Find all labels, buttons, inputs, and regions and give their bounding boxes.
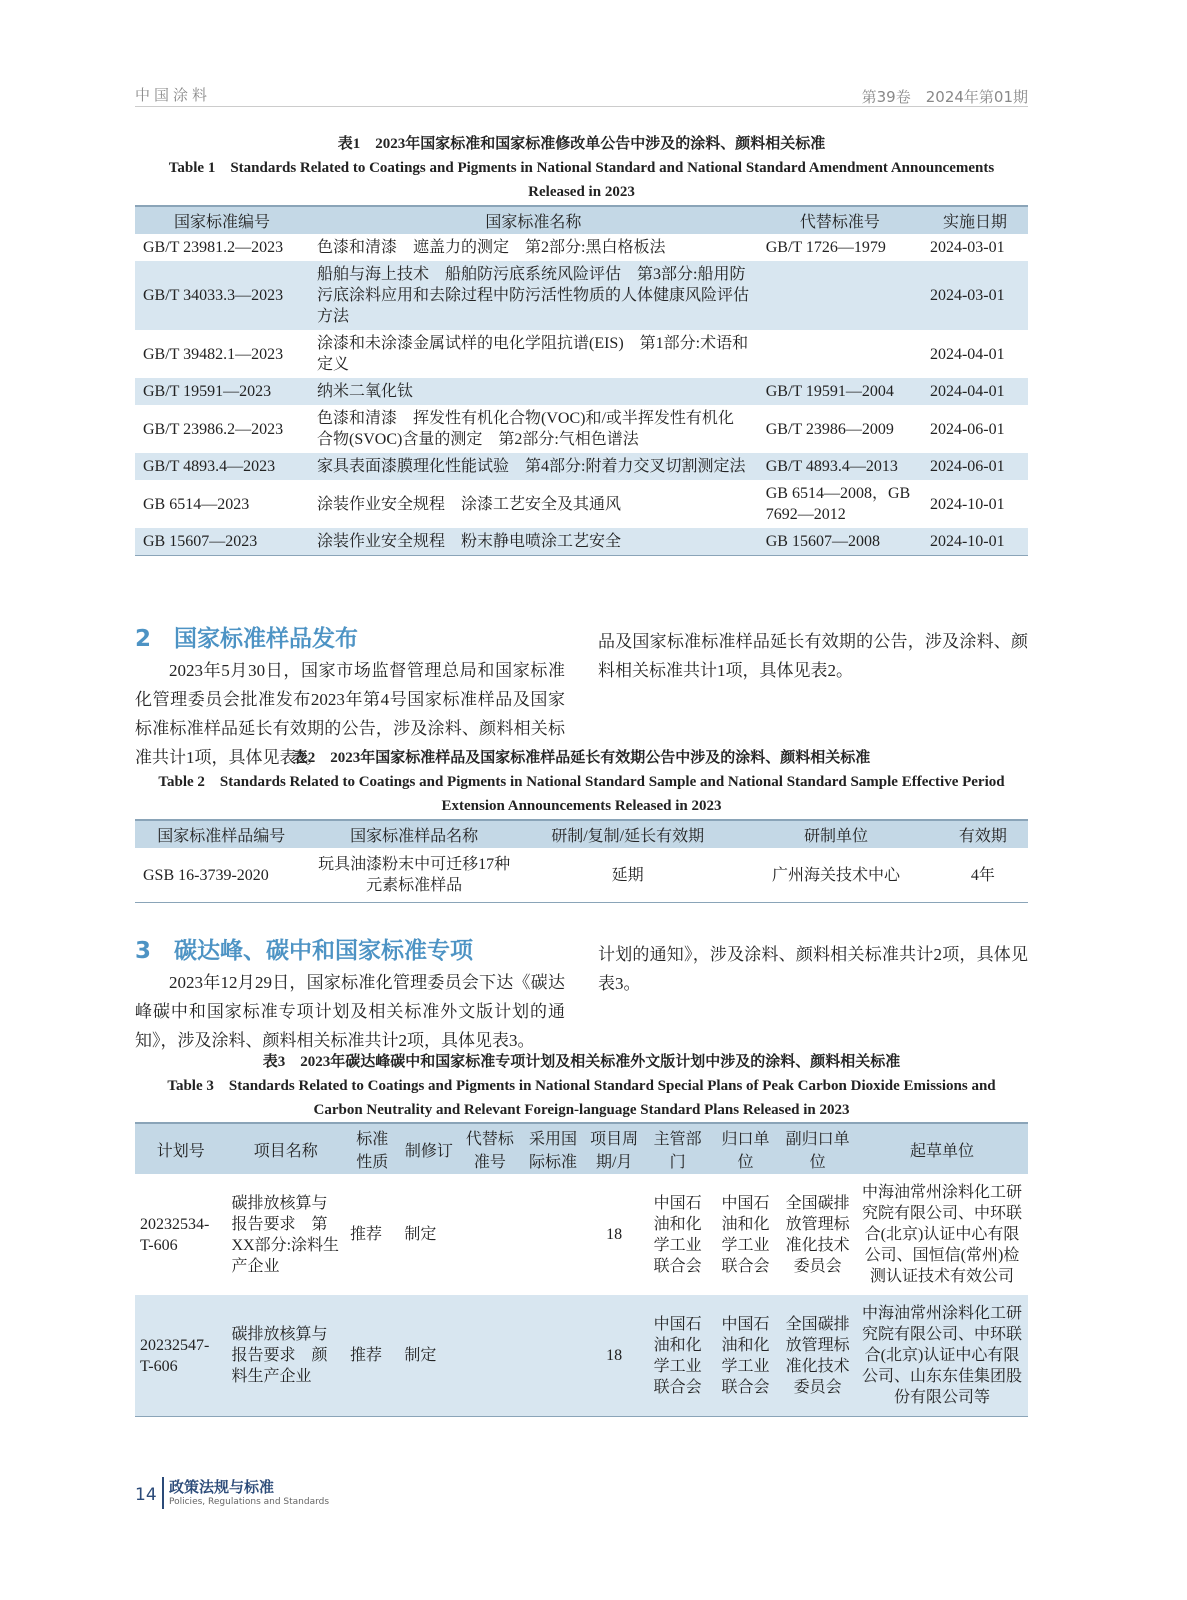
table-cell: GB/T 4893.4—2013 [758,453,922,480]
table-cell: 色漆和清漆 挥发性有机化合物(VOC)和/或半挥发性有机化合物(SVOC)含量的测定 第2部分:气相色谱法 [317,410,734,448]
table3 [135,1122,1028,1417]
table-cell: 制定 [404,1226,437,1243]
section3-text-left: 2023年12月29日，国家标准化管理委员会下达《碳达峰碳中和国家标准专项计划及相关标准外文版计划的通知》，涉及涂料、颜料相关标准共计2项，具体见表3。 [135,973,565,1050]
table-cell: 中国石油和化学工业联合会 [644,1295,712,1417]
table-cell: 2024-10-01 [922,528,1028,556]
footer-divider [162,1477,164,1509]
table-row [135,480,1028,528]
table-cell: 2024-06-01 [929,420,1005,438]
table-cell: 纳米二氧化钛 [309,378,758,405]
table-cell: 20232534-T-606 [140,1215,210,1254]
table3-title-en: Table 3 Standards Related to Coatings and Pigments in National Standard Special Plans of Peak Carbon Dioxide Emissions and Carbon Neutrality and Relevant Foreign-language Standard Plans Released in 2023 [167,1078,996,1118]
table-cell: GB/T 23986.2—2023 [143,420,284,438]
column-header: 项目名称 [226,1123,344,1174]
table-cell: 中国石油和化学工业联合会 [721,1194,770,1275]
table-row [135,1174,1028,1295]
issue-info: 第39卷 2024年第01期 [861,88,1028,106]
table-cell: GB 15607—2023 [135,528,309,556]
section3-text-right: 计划的通知》，涉及涂料、颜料相关标准共计2项，具体见表3。 [598,945,1028,993]
table-cell: 推荐 [345,1295,399,1417]
table-cell: 涂装作业安全规程 粉末静电喷涂工艺安全 [309,528,758,556]
table-cell: 色漆和清漆 遮盖力的测定 第2部分:黑白格板法 [317,239,666,256]
table-cell: GB/T 23981.2—2023 [143,239,284,256]
column-header: 归口单位 [712,1123,780,1174]
table-row [135,330,1028,378]
table-cell: GB/T 19591—2023 [135,378,309,405]
table-cell: 18 [606,1226,623,1243]
table-cell: 全国碳排放管理标准化技术委员会 [785,1194,850,1275]
column-header: 副归口单位 [779,1123,856,1174]
column-header: 研制/复制/延长有效期 [521,820,734,848]
table-cell: 碳排放核算与报告要求 第XX部分:涂料生产企业 [231,1194,340,1275]
table-cell: GB/T 1726—1979 [765,239,886,256]
table-cell: 2024-04-01 [929,345,1005,363]
table-cell: 中海油常州涂料化工研究院有限公司、中环联合(北京)认证中心有限公司、山东东佳集团股份有限公司等 [856,1295,1028,1417]
column-header: 计划号 [135,1123,226,1174]
column-header: 项目周期/月 [585,1123,644,1174]
table-cell: 20232547-T-606 [135,1295,226,1417]
section2-text-left: 2023年5月30日，国家市场监督管理总局和国家标准化管理委员会批准发布2023年第4号国家标准样品及国家标准标准样品延长有效期的公告，涉及涂料、颜料相关标准共计1项，具体见表2。 [135,661,565,767]
column-header: 制修订 [399,1123,458,1174]
table-cell: GB/T 39482.1—2023 [143,345,284,363]
table-cell [458,1174,521,1295]
column-header: 有效期 [938,820,1028,848]
header-row [135,1123,1028,1174]
table-cell: 中海油常州涂料化工研究院有限公司、中环联合(北京)认证中心有限公司、国恒信(常州)检测认证技术有效公司 [862,1184,1023,1285]
column-header: 国家标准样品名称 [307,820,520,848]
column-header: 国家标准编号 [135,206,309,234]
table-row [135,378,1028,405]
page-number: 14 [135,1485,157,1505]
table-cell [758,261,922,330]
section2-text-right: 品及国家标准标准样品延长有效期的公告，涉及涂料、颜料相关标准共计1项，具体见表2。 [598,632,1028,680]
column-header: 实施日期 [922,206,1028,234]
table-cell: GB 15607—2008 [758,528,922,556]
table-cell: 延期 [611,866,644,884]
table-cell: 涂装作业安全规程 涂漆工艺安全及其通风 [317,495,622,513]
column-header: 研制单位 [734,820,937,848]
table-cell: GB/T 23986—2009 [765,420,894,438]
table-cell: GB 6514—2023 [143,495,250,513]
table-cell [758,330,922,378]
table-cell: 18 [585,1295,644,1417]
table-row [135,528,1028,556]
table-row [135,848,1028,903]
table2-title-cn: 表2 2023年国家标准样品及国家标准样品延长有效期公告中涉及的涂料、颜料相关标准 [292,750,871,766]
footer-section-cn: 政策法规与标准 [169,1478,275,1496]
footer-section-en: Policies, Regulations and Standards [169,1497,330,1507]
table-cell: 中国石油和化学工业联合会 [712,1295,780,1417]
table-row [135,405,1028,453]
table1-title-en: Table 1 Standards Related to Coatings and Pigments in National Standard and National Standard Amendment Announcements Released in 2023 [168,160,995,200]
table1 [135,205,1028,556]
header-divider [135,106,1028,107]
table-cell: 家具表面漆膜理化性能试验 第4部分:附着力交叉切割测定法 [309,453,758,480]
table-cell: 2024-10-01 [929,495,1005,513]
table-cell: 2024-04-01 [922,378,1028,405]
table3-title-cn: 表3 2023年碳达峰碳中和国家标准专项计划及相关标准外文版计划中涉及的涂料、颜料相关标准 [262,1054,901,1070]
column-header: 国家标准样品编号 [135,820,307,848]
column-header: 起草单位 [856,1123,1028,1174]
column-header: 代替标准号 [458,1123,521,1174]
table2 [135,819,1028,903]
table-cell: 4年 [970,866,995,884]
table-row [135,261,1028,330]
column-header: 国家标准名称 [309,206,758,234]
column-header: 采用国际标准 [521,1123,584,1174]
table-cell: 2024-06-01 [922,453,1028,480]
table-cell: 碳排放核算与报告要求 颜料生产企业 [226,1295,344,1417]
table-cell: 全国碳排放管理标准化技术委员会 [779,1295,856,1417]
table2-title-en: Table 2 Standards Related to Coatings and Pigments in National Standard Sample and National Standard Sample Effective Period Extension Announcements Released in 2023 [158,774,1005,814]
table-cell: 涂漆和未涂漆金属试样的电化学阻抗谱(EIS) 第1部分:术语和定义 [317,335,749,373]
column-header: 标准性质 [345,1123,399,1174]
table-cell [458,1295,521,1417]
header-row [135,206,1028,234]
table-cell: 推荐 [349,1226,382,1243]
table-cell: GB/T 19591—2004 [758,378,922,405]
table-row [135,1295,1028,1417]
column-header: 代替标准号 [758,206,922,234]
table-cell: GB/T 4893.4—2023 [135,453,309,480]
table-cell: 2024-03-01 [922,261,1028,330]
section2-heading: 2 国家标准样品发布 [135,626,359,652]
table-row [135,453,1028,480]
table-cell: GB 6514—2008，GB 7692—2012 [765,485,911,523]
table-cell: 2024-03-01 [929,239,1005,256]
table-cell: 广州海关技术中心 [772,866,901,884]
journal-name: 中国涂料 [135,86,212,104]
table-cell: 船舶与海上技术 船舶防污底系统风险评估 第3部分:船用防污底涂料应用和去除过程中防污活性物质的人体健康风险评估方法 [309,261,758,330]
table-cell: GB/T 34033.3—2023 [135,261,309,330]
table-cell [521,1174,584,1295]
table-cell: 中国石油和化学工业联合会 [653,1194,702,1275]
table-cell: 制定 [399,1295,458,1417]
table-row [135,234,1028,261]
table1-title-cn: 表1 2023年国家标准和国家标准修改单公告中涉及的涂料、颜料相关标准 [337,136,826,152]
table-cell: 玩具油漆粉末中可迁移17种元素标准样品 [318,856,511,894]
column-header: 主管部门 [644,1123,712,1174]
section3-heading: 3 碳达峰、碳中和国家标准专项 [135,938,474,964]
table-cell [521,1295,584,1417]
header-row [135,820,1028,848]
table-cell: GSB 16-3739-2020 [143,866,269,884]
